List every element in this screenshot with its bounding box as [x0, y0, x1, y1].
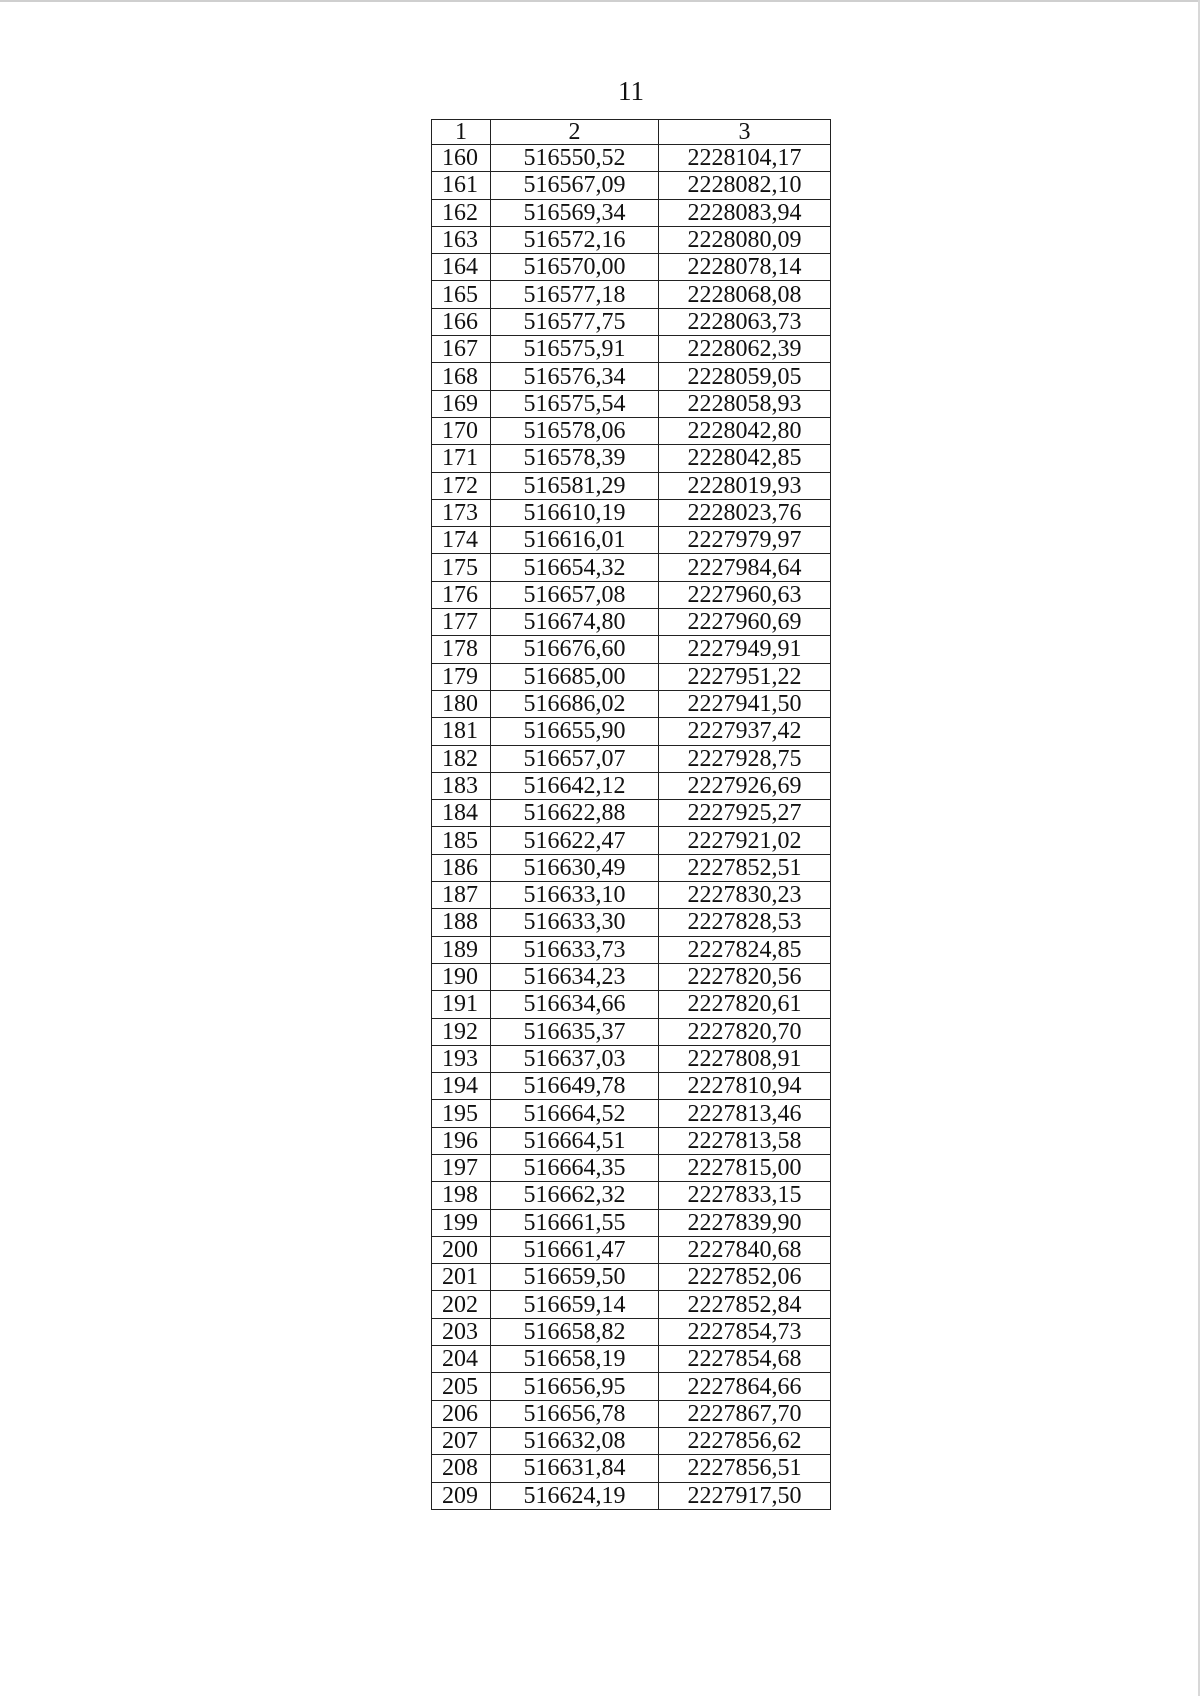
y-coordinate-cell: 2227854,68 [659, 1346, 831, 1373]
point-number-cell: 205 [432, 1373, 491, 1400]
point-number-cell: 207 [432, 1427, 491, 1454]
y-coordinate-cell: 2228023,76 [659, 499, 831, 526]
x-coordinate-cell: 516567,09 [491, 172, 659, 199]
x-coordinate-cell: 516624,19 [491, 1482, 659, 1509]
y-coordinate-cell: 2227813,58 [659, 1127, 831, 1154]
x-coordinate-cell: 516657,07 [491, 745, 659, 772]
table-row [432, 936, 831, 963]
x-coordinate-cell: 516577,75 [491, 308, 659, 335]
point-number-cell: 197 [432, 1154, 491, 1181]
table-row [432, 800, 831, 827]
table-row [432, 718, 831, 745]
y-coordinate-cell: 2228019,93 [659, 472, 831, 499]
point-number-cell: 185 [432, 827, 491, 854]
y-coordinate-cell: 2227941,50 [659, 690, 831, 717]
x-coordinate-cell: 516686,02 [491, 690, 659, 717]
table-row [432, 1073, 831, 1100]
table-header-row [432, 120, 831, 145]
table-row [432, 145, 831, 172]
table-row [432, 636, 831, 663]
y-coordinate-cell: 2228080,09 [659, 226, 831, 253]
table-row [432, 172, 831, 199]
x-coordinate-cell: 516654,32 [491, 554, 659, 581]
x-coordinate-cell: 516685,00 [491, 663, 659, 690]
table-row [432, 690, 831, 717]
x-coordinate-cell: 516674,80 [491, 609, 659, 636]
x-coordinate-cell: 516631,84 [491, 1455, 659, 1482]
point-number-cell: 190 [432, 963, 491, 990]
point-number-cell: 196 [432, 1127, 491, 1154]
x-coordinate-cell: 516659,14 [491, 1291, 659, 1318]
y-coordinate-cell: 2227984,64 [659, 554, 831, 581]
point-number-cell: 202 [432, 1291, 491, 1318]
y-coordinate-cell: 2227852,84 [659, 1291, 831, 1318]
x-coordinate-cell: 516578,39 [491, 445, 659, 472]
table-row [432, 472, 831, 499]
y-coordinate-cell: 2227833,15 [659, 1182, 831, 1209]
point-number-cell: 171 [432, 445, 491, 472]
y-coordinate-cell: 2228042,85 [659, 445, 831, 472]
table-row [432, 663, 831, 690]
x-coordinate-cell: 516655,90 [491, 718, 659, 745]
x-coordinate-cell: 516550,52 [491, 145, 659, 172]
y-coordinate-cell: 2227925,27 [659, 800, 831, 827]
table-row [432, 254, 831, 281]
y-coordinate-cell: 2227921,02 [659, 827, 831, 854]
x-coordinate-cell: 516576,34 [491, 363, 659, 390]
x-coordinate-cell: 516649,78 [491, 1073, 659, 1100]
y-coordinate-cell: 2227815,00 [659, 1154, 831, 1181]
table-row [432, 336, 831, 363]
y-coordinate-cell: 2227917,50 [659, 1482, 831, 1509]
x-coordinate-cell: 516634,23 [491, 963, 659, 990]
table-row [432, 445, 831, 472]
x-coordinate-cell: 516664,52 [491, 1100, 659, 1127]
table-row [432, 554, 831, 581]
y-coordinate-cell: 2227830,23 [659, 882, 831, 909]
x-coordinate-cell: 516630,49 [491, 854, 659, 881]
point-number-cell: 178 [432, 636, 491, 663]
y-coordinate-cell: 2227839,90 [659, 1209, 831, 1236]
table-row [432, 963, 831, 990]
point-number-cell: 175 [432, 554, 491, 581]
y-coordinate-cell: 2227820,70 [659, 1018, 831, 1045]
x-coordinate-cell: 516658,19 [491, 1346, 659, 1373]
column-header-2: 2 [491, 120, 659, 145]
x-coordinate-cell: 516622,47 [491, 827, 659, 854]
point-number-cell: 194 [432, 1073, 491, 1100]
table-row [432, 745, 831, 772]
page-number: 11 [618, 76, 644, 106]
x-coordinate-cell: 516633,73 [491, 936, 659, 963]
table-row [432, 417, 831, 444]
y-coordinate-cell: 2227852,51 [659, 854, 831, 881]
y-coordinate-cell: 2227856,51 [659, 1455, 831, 1482]
point-number-cell: 163 [432, 226, 491, 253]
x-coordinate-cell: 516577,18 [491, 281, 659, 308]
point-number-cell: 186 [432, 854, 491, 881]
x-coordinate-cell: 516661,55 [491, 1209, 659, 1236]
y-coordinate-cell: 2227928,75 [659, 745, 831, 772]
y-coordinate-cell: 2227951,22 [659, 663, 831, 690]
column-header-1: 1 [432, 120, 491, 145]
table-row [432, 1455, 831, 1482]
point-number-cell: 173 [432, 499, 491, 526]
x-coordinate-cell: 516637,03 [491, 1045, 659, 1072]
point-number-cell: 189 [432, 936, 491, 963]
point-number-cell: 172 [432, 472, 491, 499]
table-row [432, 308, 831, 335]
point-number-cell: 166 [432, 308, 491, 335]
table-row [432, 827, 831, 854]
table-row [432, 1209, 831, 1236]
point-number-cell: 180 [432, 690, 491, 717]
x-coordinate-cell: 516662,32 [491, 1182, 659, 1209]
x-coordinate-cell: 516578,06 [491, 417, 659, 444]
point-number-cell: 184 [432, 800, 491, 827]
table-row [432, 281, 831, 308]
point-number-cell: 161 [432, 172, 491, 199]
column-header-3: 3 [659, 120, 831, 145]
x-coordinate-cell: 516569,34 [491, 199, 659, 226]
point-number-cell: 191 [432, 991, 491, 1018]
y-coordinate-cell: 2228042,80 [659, 417, 831, 444]
y-coordinate-cell: 2227840,68 [659, 1236, 831, 1263]
table-row [432, 609, 831, 636]
x-coordinate-cell: 516632,08 [491, 1427, 659, 1454]
y-coordinate-cell: 2227854,73 [659, 1318, 831, 1345]
point-number-cell: 169 [432, 390, 491, 417]
y-coordinate-cell: 2227926,69 [659, 772, 831, 799]
table-row [432, 1291, 831, 1318]
y-coordinate-cell: 2227824,85 [659, 936, 831, 963]
table-row [432, 226, 831, 253]
x-coordinate-cell: 516572,16 [491, 226, 659, 253]
table-row [432, 499, 831, 526]
scan-edge-top [0, 0, 1200, 2]
point-number-cell: 200 [432, 1236, 491, 1263]
table-body [432, 145, 831, 1510]
table-row [432, 527, 831, 554]
table-row [432, 581, 831, 608]
x-coordinate-cell: 516610,19 [491, 499, 659, 526]
x-coordinate-cell: 516616,01 [491, 527, 659, 554]
x-coordinate-cell: 516658,82 [491, 1318, 659, 1345]
x-coordinate-cell: 516581,29 [491, 472, 659, 499]
point-number-cell: 167 [432, 336, 491, 363]
x-coordinate-cell: 516633,30 [491, 909, 659, 936]
table-row [432, 1264, 831, 1291]
point-number-cell: 208 [432, 1455, 491, 1482]
point-number-cell: 162 [432, 199, 491, 226]
point-number-cell: 204 [432, 1346, 491, 1373]
point-number-cell: 181 [432, 718, 491, 745]
coordinates-table [431, 119, 831, 1510]
point-number-cell: 187 [432, 882, 491, 909]
table-row [432, 1236, 831, 1263]
x-coordinate-cell: 516575,91 [491, 336, 659, 363]
x-coordinate-cell: 516570,00 [491, 254, 659, 281]
y-coordinate-cell: 2228078,14 [659, 254, 831, 281]
y-coordinate-cell: 2227979,97 [659, 527, 831, 554]
y-coordinate-cell: 2227820,56 [659, 963, 831, 990]
point-number-cell: 182 [432, 745, 491, 772]
y-coordinate-cell: 2227937,42 [659, 718, 831, 745]
point-number-cell: 170 [432, 417, 491, 444]
point-number-cell: 199 [432, 1209, 491, 1236]
y-coordinate-cell: 2228104,17 [659, 145, 831, 172]
table-row [432, 1346, 831, 1373]
point-number-cell: 183 [432, 772, 491, 799]
table-row [432, 882, 831, 909]
point-number-cell: 206 [432, 1400, 491, 1427]
y-coordinate-cell: 2227960,63 [659, 581, 831, 608]
x-coordinate-cell: 516575,54 [491, 390, 659, 417]
table-row [432, 854, 831, 881]
x-coordinate-cell: 516664,51 [491, 1127, 659, 1154]
table-row [432, 1100, 831, 1127]
point-number-cell: 165 [432, 281, 491, 308]
point-number-cell: 160 [432, 145, 491, 172]
point-number-cell: 179 [432, 663, 491, 690]
x-coordinate-cell: 516659,50 [491, 1264, 659, 1291]
table-row [432, 991, 831, 1018]
y-coordinate-cell: 2227960,69 [659, 609, 831, 636]
y-coordinate-cell: 2227852,06 [659, 1264, 831, 1291]
point-number-cell: 177 [432, 609, 491, 636]
y-coordinate-cell: 2228068,08 [659, 281, 831, 308]
table-row [432, 199, 831, 226]
point-number-cell: 203 [432, 1318, 491, 1345]
x-coordinate-cell: 516656,78 [491, 1400, 659, 1427]
point-number-cell: 209 [432, 1482, 491, 1509]
x-coordinate-cell: 516657,08 [491, 581, 659, 608]
table-row [432, 1318, 831, 1345]
y-coordinate-cell: 2228063,73 [659, 308, 831, 335]
x-coordinate-cell: 516661,47 [491, 1236, 659, 1263]
point-number-cell: 195 [432, 1100, 491, 1127]
y-coordinate-cell: 2227820,61 [659, 991, 831, 1018]
table-row [432, 1400, 831, 1427]
table-row [432, 1045, 831, 1072]
point-number-cell: 188 [432, 909, 491, 936]
table-row [432, 363, 831, 390]
y-coordinate-cell: 2227949,91 [659, 636, 831, 663]
table-row [432, 1182, 831, 1209]
x-coordinate-cell: 516633,10 [491, 882, 659, 909]
table-row [432, 1154, 831, 1181]
table-row [432, 390, 831, 417]
y-coordinate-cell: 2228058,93 [659, 390, 831, 417]
point-number-cell: 168 [432, 363, 491, 390]
y-coordinate-cell: 2228082,10 [659, 172, 831, 199]
y-coordinate-cell: 2227864,66 [659, 1373, 831, 1400]
table-row [432, 1427, 831, 1454]
table-row [432, 1127, 831, 1154]
table-row [432, 1482, 831, 1509]
y-coordinate-cell: 2228062,39 [659, 336, 831, 363]
point-number-cell: 193 [432, 1045, 491, 1072]
x-coordinate-cell: 516656,95 [491, 1373, 659, 1400]
x-coordinate-cell: 516664,35 [491, 1154, 659, 1181]
y-coordinate-cell: 2227813,46 [659, 1100, 831, 1127]
y-coordinate-cell: 2228083,94 [659, 199, 831, 226]
y-coordinate-cell: 2227867,70 [659, 1400, 831, 1427]
table-row [432, 772, 831, 799]
point-number-cell: 176 [432, 581, 491, 608]
point-number-cell: 192 [432, 1018, 491, 1045]
x-coordinate-cell: 516676,60 [491, 636, 659, 663]
y-coordinate-cell: 2227856,62 [659, 1427, 831, 1454]
y-coordinate-cell: 2228059,05 [659, 363, 831, 390]
x-coordinate-cell: 516622,88 [491, 800, 659, 827]
y-coordinate-cell: 2227810,94 [659, 1073, 831, 1100]
point-number-cell: 164 [432, 254, 491, 281]
y-coordinate-cell: 2227828,53 [659, 909, 831, 936]
point-number-cell: 174 [432, 527, 491, 554]
x-coordinate-cell: 516642,12 [491, 772, 659, 799]
table-row [432, 909, 831, 936]
table-row [432, 1018, 831, 1045]
table-row [432, 1373, 831, 1400]
point-number-cell: 198 [432, 1182, 491, 1209]
x-coordinate-cell: 516634,66 [491, 991, 659, 1018]
y-coordinate-cell: 2227808,91 [659, 1045, 831, 1072]
x-coordinate-cell: 516635,37 [491, 1018, 659, 1045]
point-number-cell: 201 [432, 1264, 491, 1291]
